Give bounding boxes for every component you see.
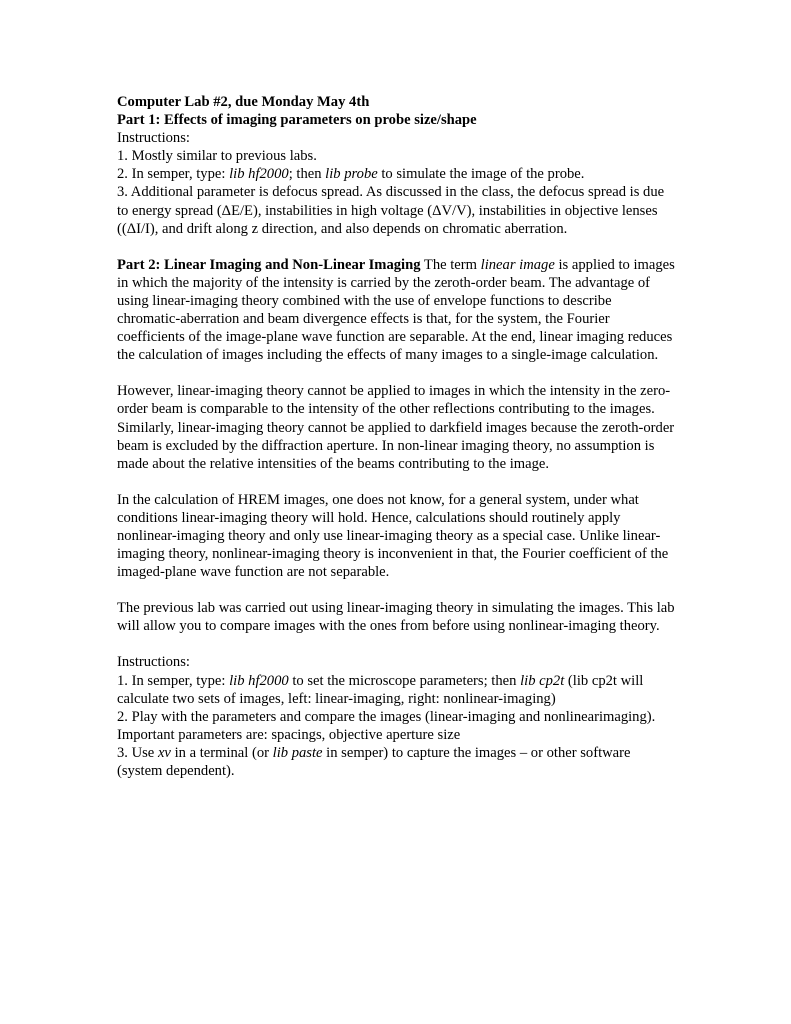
command-lib-hf2000: lib hf2000 <box>229 672 289 689</box>
part1-item-2: 2. In semper, type: lib hf2000; then lib probe to simulate the image of the probe. <box>117 166 585 183</box>
part1-item-1: 1. Mostly similar to previous labs. <box>117 148 317 165</box>
part1-instructions-label: Instructions: <box>117 130 190 147</box>
part1-heading: Part 1: Effects of imaging parameters on probe size/shape <box>117 112 477 129</box>
document-page <box>117 93 677 780</box>
command-lib-cp2t: lib cp2t <box>520 672 565 689</box>
paragraph-gap <box>117 635 677 653</box>
part2-paragraph-3: In the calculation of HREM images, one does not know, for a general system, under what conditions linear-imaging theory will hold. Hence, calculations should routinely apply nonlinear-imaging theory and only use linear-imaging theory as a special case. Unlike linear-imaging theory, nonlinear-imaging theory is inconvenient in that, the Fourier coefficient of the imaged-plane wave function are not separable. <box>117 491 669 581</box>
command-xv: xv <box>157 744 171 761</box>
command-lib-hf2000: lib hf2000 <box>229 166 289 183</box>
command-lib-paste: lib paste <box>272 744 323 761</box>
command-lib-probe: lib probe <box>325 166 378 183</box>
part2-paragraph-2: However, linear-imaging theory cannot be applied to images in which the intensity in the zero-order beam is comparable to the intensity of the other reflections contributing to the images. Similarly, linear-imaging theory cannot be applied to darkfield images because the zeroth-order beam is excluded by the diffraction aperture. In non-linear imaging theory, no assumption is made about the relative intensities of the beams contributing to the image. <box>117 383 675 472</box>
part2-item-1: 1. In semper, type: lib hf2000 to set the microscope parameters; then lib cp2t (lib cp2t will calculate two sets of images, left: linear-imaging, right: nonlinear-imaging) <box>117 672 644 707</box>
part2-heading: Part 2: Linear Imaging and Non-Linear Imaging <box>117 256 421 273</box>
part1-item-3: 3. Additional parameter is defocus spread. As discussed in the class, the defocus spread is due to energy spread (ΔE/E), instabilities in high voltage (ΔV/V), instabilities in objective lenses ((ΔI/I), and drift along z direction, and also depends on chromatic aberration. <box>117 184 665 237</box>
paragraph-gap <box>117 364 677 382</box>
part2-intro-paragraph: Part 2: Linear Imaging and Non-Linear Imaging The term linear image is applied to images in which the majority of the intensity is carried by the zeroth-order beam. The advantage of using linear-imaging theory combined with the use of envelope functions to describe chromatic-aberration and beam divergence effects is that, for the system, the Fourier coefficients of the image-plane wave function are separable. At the end, linear imaging reduces the calculation of images including the effects of many images to a single-image calculation. <box>117 256 675 364</box>
part2-paragraph-4: The previous lab was carried out using linear-imaging theory in simulating the images. This lab will allow you to compare images with the ones from before using nonlinear-imaging theory. <box>117 600 675 635</box>
important-parameters-note: Important parameters are: spacings, objective aperture size <box>117 726 461 743</box>
part2-item-2: 2. Play with the parameters and compare the images (linear-imaging and nonlinearimaging). <box>117 708 656 725</box>
paragraph-gap <box>117 473 677 491</box>
part2-item-3: 3. Use xv in a terminal (or lib paste in semper) to capture the images – or other software (system dependent). <box>117 744 631 779</box>
document-title: Computer Lab #2, due Monday May 4th <box>117 94 370 110</box>
paragraph-gap <box>117 581 677 599</box>
term-linear-image: linear image <box>480 256 555 273</box>
paragraph-gap <box>117 238 677 256</box>
part2-instructions-label: Instructions: <box>117 654 190 671</box>
